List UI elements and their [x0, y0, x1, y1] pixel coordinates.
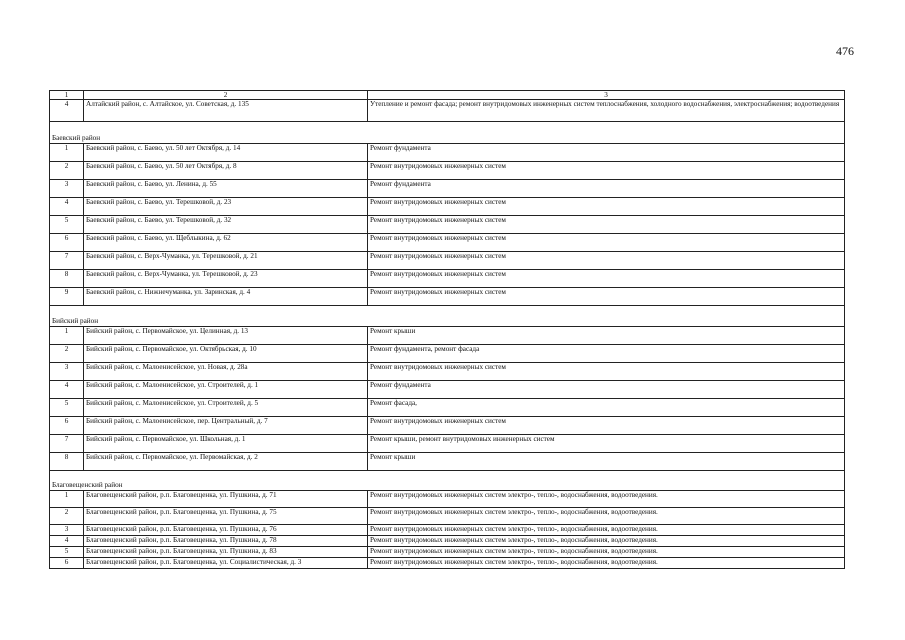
section-title: Баевский район [50, 122, 845, 144]
row-number: 4 [50, 100, 84, 122]
row-number: 3 [50, 363, 84, 381]
section-row [50, 306, 845, 327]
row-work: Утепление и ремонт фасада; ремонт внутридомовых инженерных систем теплоснабжения, холодного водоснабжения, электроснабжения; водоотведения [368, 100, 845, 122]
column-header-2: 2 [84, 91, 368, 100]
row-address: Благовещенский район, р.п. Благовещенка, ул. Социалистическая, д. 3 [84, 558, 368, 569]
row-address: Баевский район, с. Баево, ул. Щеблыкина, д. 62 [84, 234, 368, 252]
table-row [50, 100, 845, 122]
section-row [50, 122, 845, 144]
row-work: Ремонт внутридомовых инженерных систем [368, 417, 845, 435]
row-work: Ремонт внутридомовых инженерных систем [368, 363, 845, 381]
row-number: 9 [50, 288, 84, 306]
row-address: Баевский район, с. Баево, ул. Терешковой, д. 32 [84, 216, 368, 234]
row-work: Ремонт внутридомовых инженерных систем электро-, тепло-, водоснабжения, водоотведения. [368, 536, 845, 547]
row-work: Ремонт внутридомовых инженерных систем [368, 162, 845, 180]
row-work: Ремонт фундамента, ремонт фасада [368, 345, 845, 363]
row-address: Благовещенский район, р.п. Благовещенка, ул. Пушкина, д. 83 [84, 547, 368, 558]
row-number: 8 [50, 453, 84, 471]
row-work: Ремонт внутридомовых инженерных систем [368, 234, 845, 252]
row-number: 4 [50, 198, 84, 216]
row-address: Алтайский район, с. Алтайское, ул. Советская, д. 135 [84, 100, 368, 122]
row-number: 5 [50, 399, 84, 417]
row-work: Ремонт внутридомовых инженерных систем [368, 270, 845, 288]
table-row [50, 327, 845, 345]
table-row [50, 381, 845, 399]
table-row [50, 536, 845, 547]
row-work: Ремонт внутридомовых инженерных систем электро-, тепло-, водоснабжения, водоотведения. [368, 525, 845, 536]
table-row [50, 252, 845, 270]
table-row [50, 508, 845, 525]
row-address: Благовещенский район, р.п. Благовещенка, ул. Пушкина, д. 78 [84, 536, 368, 547]
row-address: Бийский район, с. Малоенисейское, ул. Новая, д. 28а [84, 363, 368, 381]
row-address: Баевский район, с. Баево, ул. 50 лет Октября, д. 14 [84, 144, 368, 162]
table-row [50, 180, 845, 198]
row-work: Ремонт внутридомовых инженерных систем электро-, тепло-, водоснабжения, водоотведения. [368, 491, 845, 508]
table-row [50, 453, 845, 471]
section-title: Бийский район [50, 306, 845, 327]
row-number: 5 [50, 547, 84, 558]
row-number: 6 [50, 417, 84, 435]
row-number: 6 [50, 558, 84, 569]
row-work: Ремонт внутридомовых инженерных систем [368, 252, 845, 270]
table-row [50, 399, 845, 417]
row-address: Благовещенский район, р.п. Благовещенка, ул. Пушкина, д. 71 [84, 491, 368, 508]
row-address: Баевский район, с. Баево, ул. 50 лет Октября, д. 8 [84, 162, 368, 180]
row-number: 1 [50, 144, 84, 162]
row-number: 8 [50, 270, 84, 288]
row-number: 3 [50, 525, 84, 536]
table-row [50, 558, 845, 569]
row-work: Ремонт фасада, [368, 399, 845, 417]
row-address: Бийский район, с. Малоенисейское, пер. Центральный, д. 7 [84, 417, 368, 435]
row-address: Благовещенский район, р.п. Благовещенка, ул. Пушкина, д. 76 [84, 525, 368, 536]
table-row [50, 270, 845, 288]
row-work: Ремонт внутридомовых инженерных систем [368, 198, 845, 216]
row-number: 5 [50, 216, 84, 234]
table-row [50, 363, 845, 381]
row-number: 2 [50, 508, 84, 525]
column-header-3: 3 [368, 91, 845, 100]
row-work: Ремонт внутридомовых инженерных систем [368, 216, 845, 234]
row-address: Баевский район, с. Баево, ул. Ленина, д. 55 [84, 180, 368, 198]
table-row [50, 234, 845, 252]
row-address: Бийский район, с. Малоенисейское, ул. Строителей, д. 5 [84, 399, 368, 417]
row-address: Бийский район, с. Первомайское, ул. Первомайская, д. 2 [84, 453, 368, 471]
repair-list-table [49, 90, 845, 569]
table-row [50, 547, 845, 558]
table-row [50, 435, 845, 453]
row-address: Бийский район, с. Первомайское, ул. Школьная, д. 1 [84, 435, 368, 453]
row-address: Бийский район, с. Малоенисейское, ул. Строителей, д. 1 [84, 381, 368, 399]
page-number: 476 [836, 44, 854, 58]
row-address: Баевский район, с. Нижнечуманка, ул. Заринская, д. 4 [84, 288, 368, 306]
table-row [50, 525, 845, 536]
table-row [50, 417, 845, 435]
row-number: 4 [50, 381, 84, 399]
table-row [50, 162, 845, 180]
row-work: Ремонт фундамента [368, 144, 845, 162]
row-work: Ремонт крыши, ремонт внутридомовых инженерных систем [368, 435, 845, 453]
row-address: Благовещенский район, р.п. Благовещенка, ул. Пушкина, д. 75 [84, 508, 368, 525]
section-row [50, 471, 845, 491]
table-row [50, 144, 845, 162]
row-address: Баевский район, с. Верх-Чуманка, ул. Терешковой, д. 23 [84, 270, 368, 288]
row-number: 3 [50, 180, 84, 198]
table-row [50, 491, 845, 508]
row-number: 4 [50, 536, 84, 547]
row-number: 2 [50, 345, 84, 363]
row-work: Ремонт внутридомовых инженерных систем электро-, тепло-, водоснабжения, водоотведения. [368, 508, 845, 525]
table-row [50, 216, 845, 234]
table-row [50, 198, 845, 216]
row-work: Ремонт внутридомовых инженерных систем [368, 288, 845, 306]
column-header-1: 1 [50, 91, 84, 100]
row-number: 2 [50, 162, 84, 180]
row-work: Ремонт внутридомовых инженерных систем электро-, тепло-, водоснабжения, водоотведения. [368, 558, 845, 569]
table-row [50, 288, 845, 306]
row-work: Ремонт крыши [368, 453, 845, 471]
row-number: 7 [50, 252, 84, 270]
row-work: Ремонт фундамента [368, 180, 845, 198]
row-address: Баевский район, с. Верх-Чуманка, ул. Терешковой, д. 21 [84, 252, 368, 270]
table-row [50, 345, 845, 363]
row-address: Бийский район, с. Первомайское, ул. Целинная, д. 13 [84, 327, 368, 345]
table-header-row [50, 91, 845, 100]
row-number: 1 [50, 491, 84, 508]
row-address: Баевский район, с. Баево, ул. Терешковой, д. 23 [84, 198, 368, 216]
row-number: 1 [50, 327, 84, 345]
row-work: Ремонт крыши [368, 327, 845, 345]
row-address: Бийский район, с. Первомайское, ул. Октябрьская, д. 10 [84, 345, 368, 363]
row-number: 6 [50, 234, 84, 252]
section-title: Благовещенский район [50, 471, 845, 491]
row-work: Ремонт фундамента [368, 381, 845, 399]
row-work: Ремонт внутридомовых инженерных систем электро-, тепло-, водоснабжения, водоотведения. [368, 547, 845, 558]
row-number: 7 [50, 435, 84, 453]
